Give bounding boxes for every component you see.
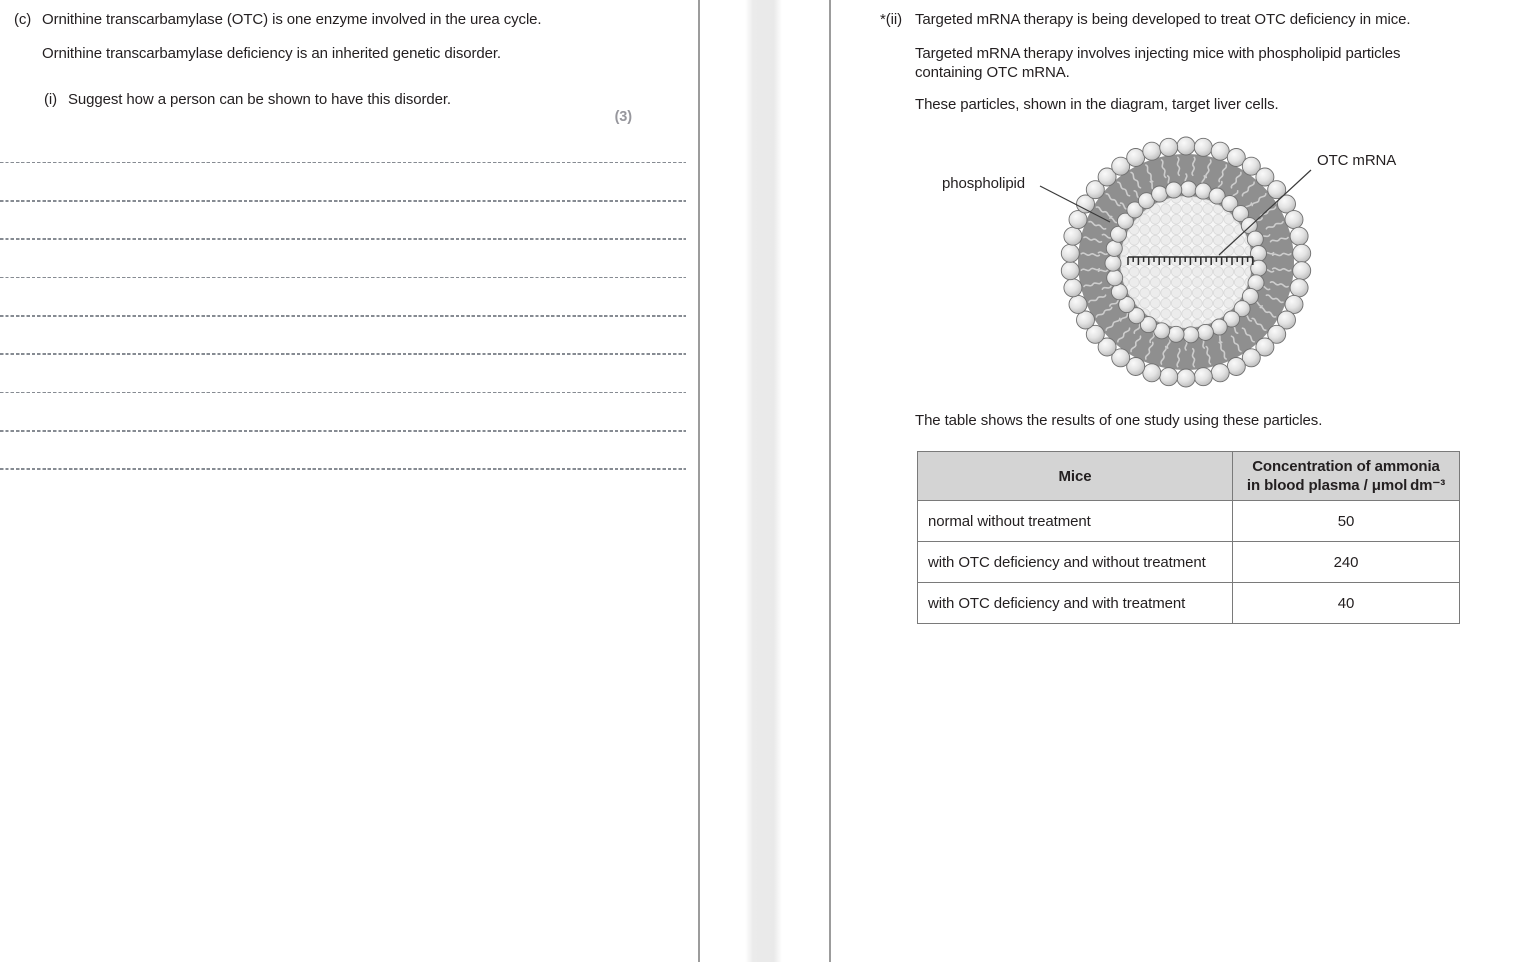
answer-lines: [0, 0, 686, 480]
answer-line: [0, 430, 686, 432]
question-c-statement-2: Ornithine transcarbamylase deficiency is an inherited genetic disorder.: [42, 45, 501, 62]
concentration-header-line1: Concentration of ammonia: [1252, 458, 1440, 475]
mice-column-header: Mice: [918, 452, 1233, 501]
question-ii-paragraph-2: Targeted mRNA therapy involves injecting mice with phospholipid particles containing OTC mRNA.: [915, 45, 1401, 81]
answer-line: [0, 315, 686, 317]
question-c-label: (c): [14, 11, 32, 28]
table-caption: The table shows the results of one study using these particles.: [915, 412, 1323, 429]
question-ii-paragraph-3: These particles, shown in the diagram, target liver cells.: [915, 96, 1279, 113]
liposome-diagram: [940, 130, 1460, 400]
concentration-cell: 50: [1233, 501, 1460, 542]
results-table: [917, 451, 1460, 624]
question-i-text: Suggest how a person can be shown to have this disorder.: [68, 91, 451, 108]
marks-badge: (3): [614, 109, 632, 125]
table-header-row: [918, 452, 1460, 501]
question-c-statement-1: Ornithine transcarbamylase (OTC) is one enzyme involved in the urea cycle.: [42, 11, 542, 28]
mice-cell: with OTC deficiency and without treatment: [918, 542, 1233, 583]
answer-line: [0, 392, 686, 394]
table-row: [918, 542, 1460, 583]
page-gutter: [745, 0, 782, 962]
concentration-column-header: [1233, 452, 1460, 501]
answer-line: [0, 200, 686, 202]
concentration-cell: 240: [1233, 542, 1460, 583]
question-i-label: (i): [44, 91, 58, 108]
concentration-header-line2: in blood plasma / μmol dm⁻³: [1246, 477, 1446, 494]
results-table-body: [918, 501, 1460, 624]
phospholipid-label: phospholipid: [942, 175, 1026, 192]
table-row: [918, 501, 1460, 542]
left-page: [0, 0, 697, 962]
question-ii-label: *(ii): [880, 11, 902, 28]
answer-line: [0, 277, 686, 279]
table-row: [918, 583, 1460, 624]
mice-cell: normal without treatment: [918, 501, 1233, 542]
left-page-edge: [698, 0, 700, 962]
mice-cell: with OTC deficiency and with treatment: [918, 583, 1233, 624]
concentration-cell: 40: [1233, 583, 1460, 624]
right-page: [831, 0, 1530, 962]
otc-mrna-label: OTC mRNA: [1317, 152, 1397, 169]
answer-line: [0, 353, 686, 355]
answer-line: [0, 162, 686, 164]
answer-line: [0, 238, 686, 240]
question-ii-paragraph-1: Targeted mRNA therapy is being developed to treat OTC deficiency in mice.: [915, 11, 1411, 28]
answer-line: [0, 468, 686, 470]
